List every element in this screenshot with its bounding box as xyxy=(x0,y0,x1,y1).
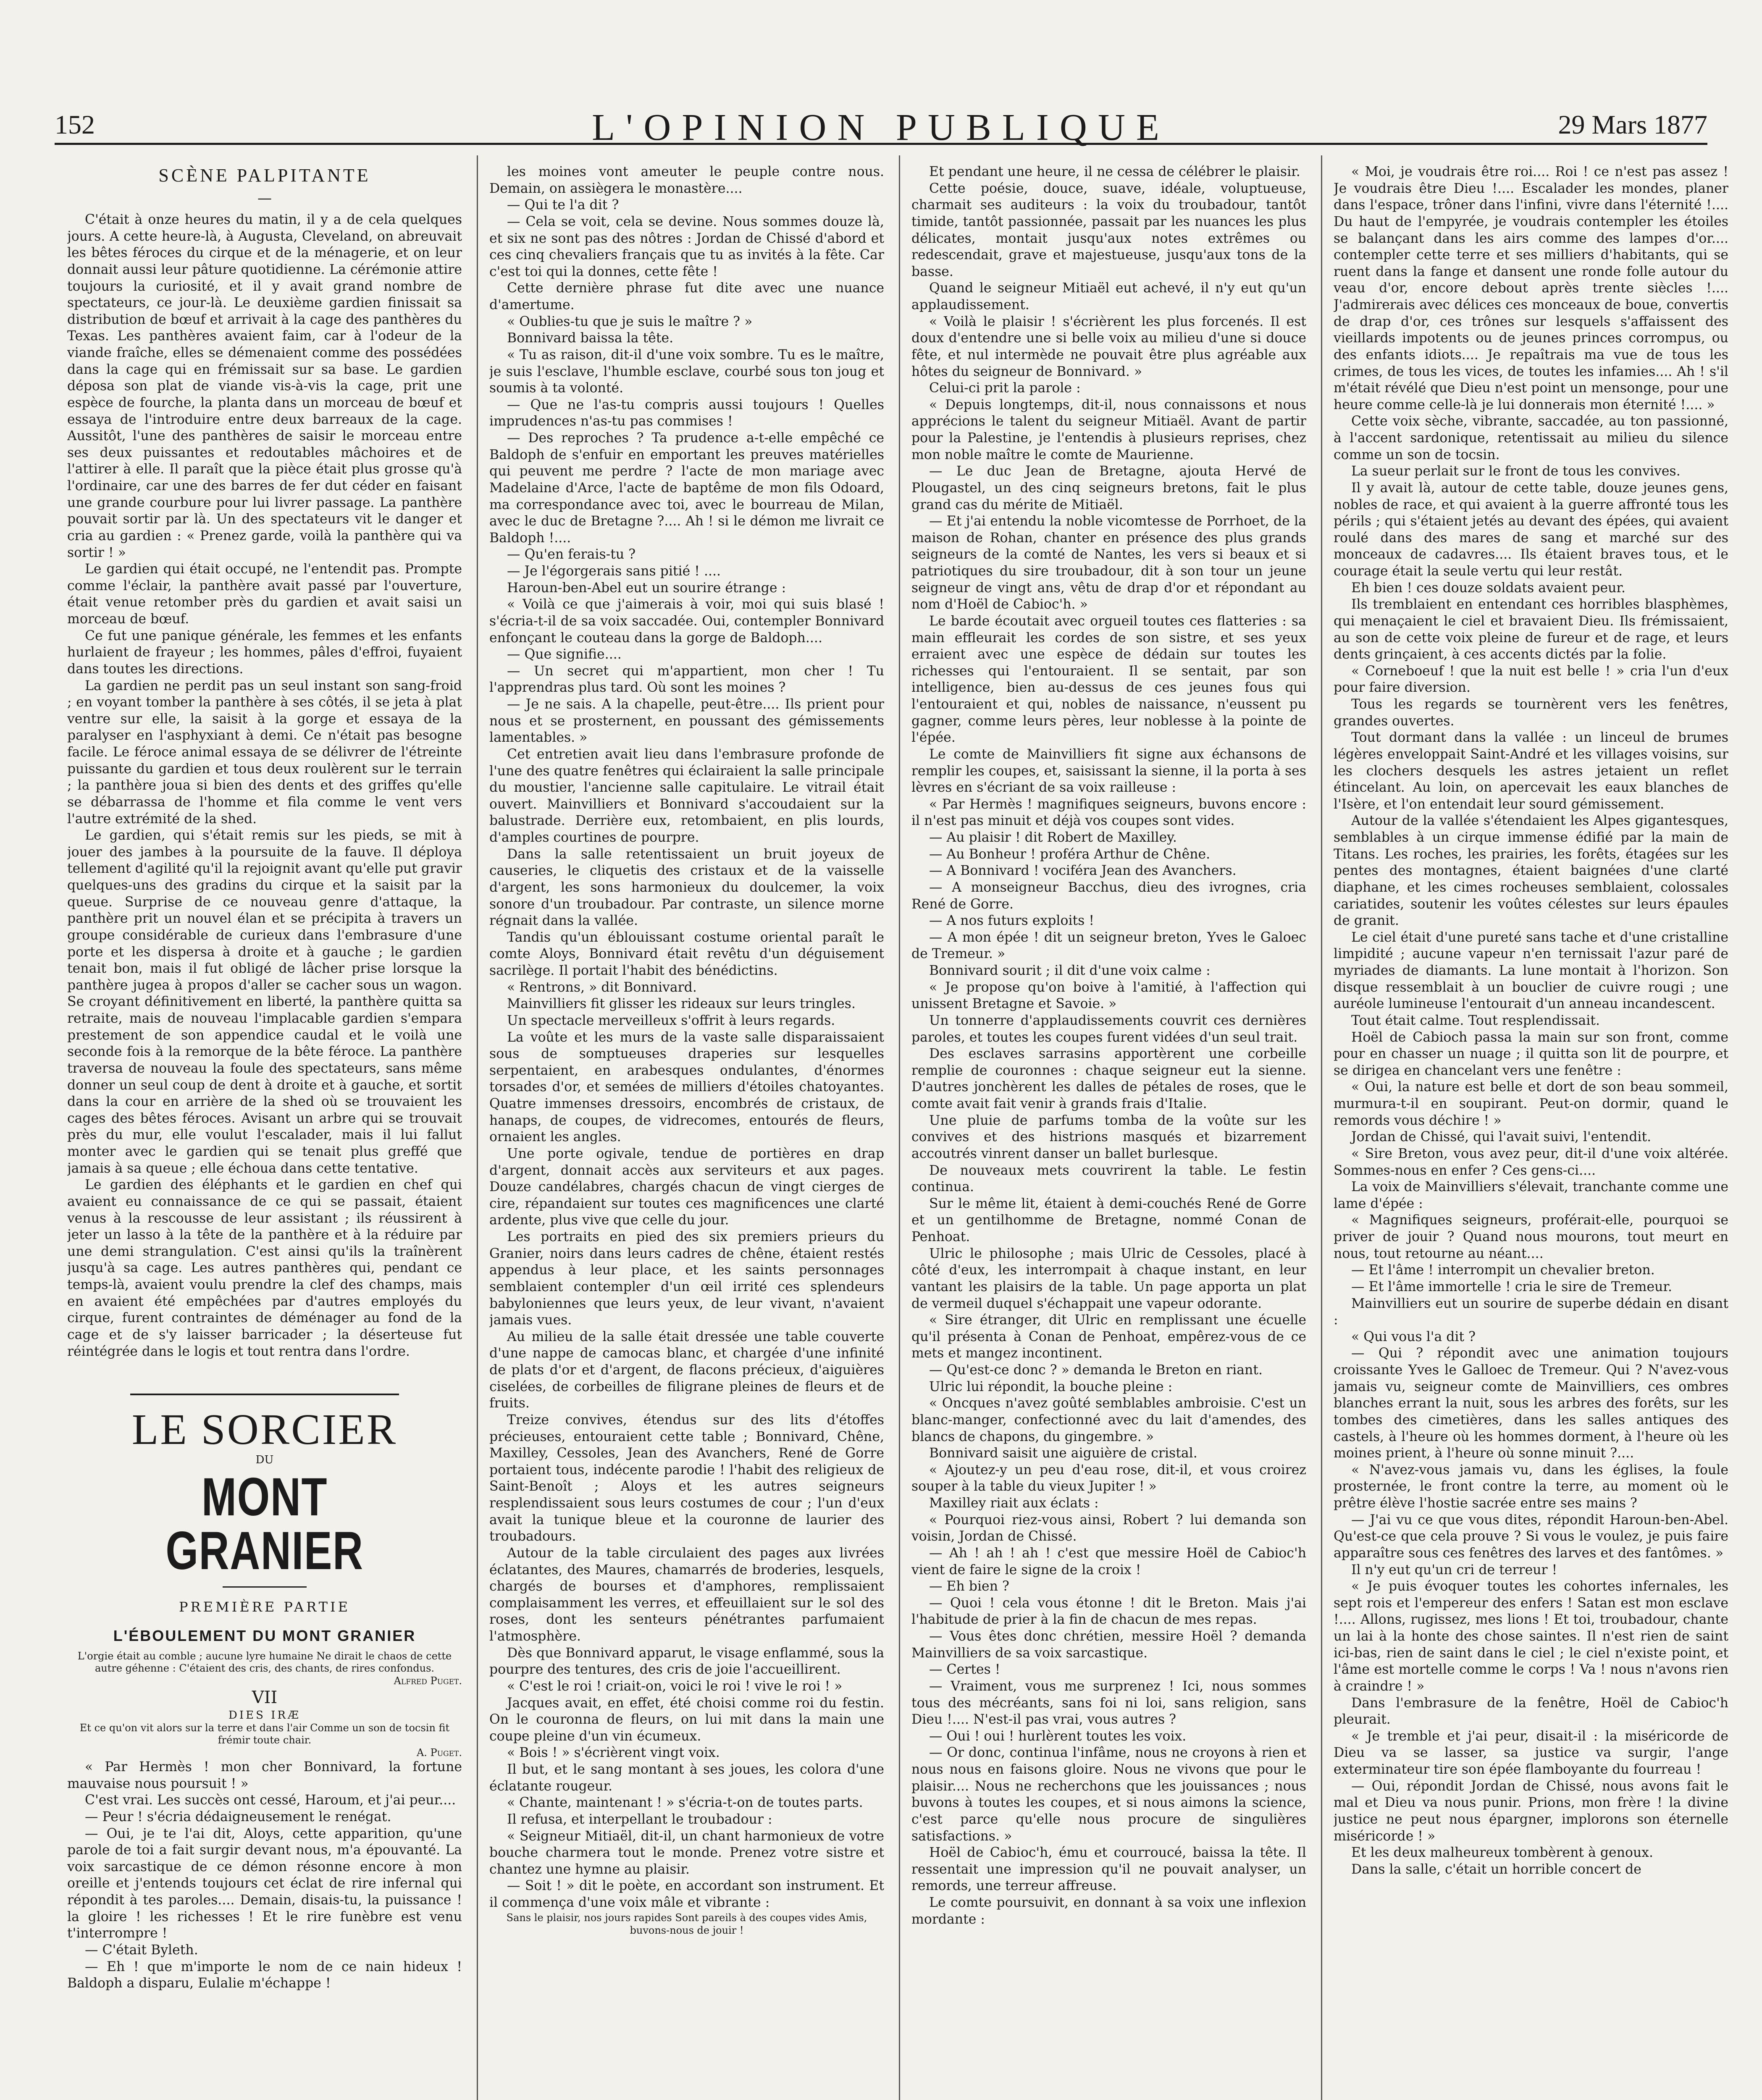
paragraph: — Qui ? répondit avec une animation toujours croissante Yves le Galloec de Tremeur. Qui ? N'avez-vous jamais vu, seigneur comte de Mainvilliers, ces ombres blanches errant la nuit, sous les arbres des forêts, sur les tombes des cimetières, dans les salles antiques des castels, à l'heure où les hommes dorment, à l'heure où les moines prient, à l'heure où sonne minuit ?.... xyxy=(1334,1346,1728,1461)
paragraph: — Au Bonheur ! proféra Arthur de Chêne. xyxy=(929,846,1211,862)
paragraph: — Oui ! oui ! hurlèrent toutes les voix. xyxy=(929,1728,1187,1744)
paragraph: Il y avait là, autour de cette table, douze jeunes gens, nobles de race, et qui avaient à la guerre affronté tous les périls ; qui s'étaient jetés au devant des épées, qui avaient roulé dans des mares de sang et marché sur des monceaux de cadavres.... Ils étaient braves tous, et le courage était la seule vertu qui leur restât. xyxy=(1334,480,1728,579)
column-2 xyxy=(489,164,884,2100)
paragraph: — A mon épée ! dit un seigneur breton, Yves le Galoec de Tremeur. » xyxy=(911,929,1306,962)
paragraph: — Oui, je te l'ai dit, Aloys, cette apparition, qu'une parole de toi a fait surgir devant nous, m'a épouvanté. La voix sarcastique de ce démon résonne encore à mon oreille et j'entends toujours cet éclat de rire infernal qui répondit à tes paroles.... Demain, disais-tu, la puissance ! la gloire ! les richesses ! Et le rire funèbre est venu t'interrompre ! xyxy=(67,1826,462,1941)
paragraph: Quand le seigneur Mitiaël eut achevé, il n'y eut qu'un applaudissement. xyxy=(911,281,1306,312)
paragraph: « Qui vous l'a dit ? xyxy=(1351,1329,1476,1344)
paragraph: Le ciel était d'une pureté sans tache et d'une cristalline limpidité ; aucune vapeur n'en ternissait l'azur paré de myriades de diamants. La lune montait à l'horizon. Son disque ressemblait à un bouclier de cuivre rougi ; une auréole lumineuse l'entourait d'un anneau incandescent. xyxy=(1334,929,1728,1012)
paragraph: De nouveaux mets couvrirent la table. Le festin continua. xyxy=(911,1163,1306,1195)
serial-body xyxy=(489,164,884,1911)
paragraph: Cette voix sèche, vibrante, saccadée, au ton passionné, à l'accent sardonique, retentissait au milieu du silence comme un son de tocsin. xyxy=(1334,414,1728,462)
paragraph: C'est vrai. Les succès ont cessé, Haroum, et j'ai peur.... xyxy=(85,1793,456,1808)
paragraph: « Magnifiques seigneurs, proférait-elle, pourquoi se priver de jouir ? Quand nous mourons, tout meurt en nous, tout retourne au néant.... xyxy=(1334,1213,1728,1261)
paragraph: — A monseigneur Bacchus, dieu des ivrognes, cria René de Gorre. xyxy=(911,879,1306,912)
paragraph: Dans l'embrasure de la fenêtre, Hoël de Cabioc'h pleurait. xyxy=(1334,1695,1728,1727)
paragraph: Et pendant une heure, il ne cessa de célébrer le plaisir. xyxy=(929,164,1300,179)
serial-title-line-1: LE SORCIER xyxy=(131,1405,398,1454)
paragraph: Eh bien ! ces douze soldats avaient peur. xyxy=(1351,580,1625,596)
paragraph: — Soit ! » dit le poète, en accordant son instrument. Et il commença d'une voix mâle et vibrante : xyxy=(489,1878,884,1910)
paragraph: Celui-ci prit la parole : xyxy=(929,381,1081,396)
paragraph: Le gardien des éléphants et le gardien en chef qui avaient eu connaissance de ce qui se passait, étaient venus à la rescousse de leur assistant ; ils réussirent à jeter un lasso à la tête de la panthère et à la réduire par une demi strangulation. C'est ainsi qu'ils la traînèrent jusqu'à sa cage. Les autres panthères qui, pendant ce temps-là, avaient voulu prendre la clef des champs, mais en avaient été empêchées par d'autres employés du cirque, furent contraintes de déménager au fond de la cage et de s'y laisser barricader ; la déserteuse fut réintégrée dans le logis et tout rentra dans l'ordre. xyxy=(67,1177,462,1359)
article-body xyxy=(67,212,462,1360)
header-rule xyxy=(55,143,1707,145)
chapter-number: VII xyxy=(252,1688,278,1708)
paragraph: — J'ai vu ce que vous dites, répondit Haroun-ben-Abel. Qu'est-ce que cela prouve ? Si vous le voulez, je puis faire apparaître sous ces fenêtres des larves et des fantômes. » xyxy=(1334,1512,1728,1561)
paragraph: La gardien ne perdit pas un seul instant son sang-froid ; en voyant tomber la panthère à ses côtés, il se jeta à plat ventre sur elle, la saisit à la gorge et essaya de la paralyser en l'asphyxiant à demi. Ce n'était pas besogne facile. Le féroce animal essaya de se délivrer de l'étreinte puissante du gardien et tous deux roulèrent sur le terrain ; la panthère joua si bien des dents et des griffes qu'elle se débarrassa de l'homme et fila comme le vent vers l'autre extrémité de la shed. xyxy=(67,678,462,827)
paragraph: Tous les regards se tournèrent vers les fenêtres, grandes ouvertes. xyxy=(1334,697,1728,729)
paragraph: — C'était Byleth. xyxy=(85,1942,198,1958)
serial-subrule xyxy=(223,1586,307,1588)
paragraph: « Rentrons, » dit Bonnivard. xyxy=(507,979,697,995)
paragraph: « Voilà ce que j'aimerais à voir, moi qui suis blasé ! s'écria-t-il de sa voix saccadée. Oui, contempler Bonnivard enfonçant le couteau dans la gorge de Baldoph.... xyxy=(489,597,884,646)
serial-body xyxy=(1334,164,1728,1878)
paragraph: Cette poésie, douce, suave, idéale, voluptueuse, charmait ses auditeurs : la voix du troubadour, tantôt timide, tantôt passionnée, passait par les nuances les plus délicates, montait jusqu'aux notes extrêmes ou redescendait, grave et majestueuse, jusqu'aux tons de la basse. xyxy=(911,181,1306,279)
paragraph: — Que ne l'as-tu compris aussi toujours ! Quelles imprudences n'as-tu pas commises ! xyxy=(489,397,884,429)
paragraph: les moines vont ameuter le peuple contre nous. Demain, on assiègera le monastère.... xyxy=(489,164,884,196)
paragraph: Et les deux malheureux tombèrent à genoux. xyxy=(1351,1845,1654,1861)
paragraph: Le barde écoutait avec orgueil toutes ces flatteries : sa main effleurait les cordes de son sistre, et ses yeux erraient avec une espèce de dédain sur toutes les richesses qui l'entouraient. Il se sentait, par son intelligence, bien au-dessus de ces jeunes fous qui l'entouraient et qui, nobles de naissance, n'eussent pu gagner, comme leurs pères, leur noblesse à la pointe de l'épée. xyxy=(911,613,1306,746)
title-dash: — xyxy=(257,190,272,207)
paragraph: — Je l'égorgerais sans pitié ! .... xyxy=(507,564,721,579)
paragraph: « N'avez-vous jamais vu, dans les églises, la foule prosternée, le front contre la terre, au moment où le prêtre élève l'hostie sacrée entre ses mains ? xyxy=(1334,1462,1728,1511)
paragraph: — Quoi ! cela vous étonne ! dit le Breton. Mais j'ai l'habitude de prier à la fin de chacun de mes repas. xyxy=(911,1595,1306,1628)
song-verse: Sans le plaisir, nos jours rapides Sont pareils à des coupes vides Amis, buvons-nous de jouir ! xyxy=(506,1911,867,1936)
paragraph: « Je propose qu'on boive à l'amitié, à l'affection qui unissent Bretagne et Savoie. » xyxy=(911,979,1306,1012)
paragraph: « Tu as raison, dit-il d'une voix sombre. Tu es le maître, je suis l'esclave, l'humble esclave, courbé sous ton joug et soumis à ta volonté. xyxy=(489,347,884,396)
paragraph: Cette dernière phrase fut dite avec une nuance d'amertume. xyxy=(489,281,884,312)
masthead-title: L'OPINION PUBLIQUE xyxy=(592,107,1170,148)
article-title: SCÈNE PALPITANTE xyxy=(158,165,371,186)
paragraph: — Au plaisir ! dit Robert de Maxilley. xyxy=(929,830,1177,845)
paragraph: Cet entretien avait lieu dans l'embrasure profonde de l'une des quatre fenêtres qui éclairaient la salle principale du moustier, l'ancienne salle capitulaire. Le vitrail était ouvert. Mainvilliers et Bonnivard s'accoudaient sur la balustrade. Derrière eux, retombaient, en plis lourds, d'amples courtines de pourpre. xyxy=(489,746,884,845)
paragraph: « Seigneur Mitiaël, dit-il, un chant harmonieux de votre bouche charmera tout le monde. Prenez votre sistre et chantez une hymne au plaisir. xyxy=(489,1828,884,1877)
paragraph: Ulric lui répondit, la bouche pleine : xyxy=(929,1379,1173,1394)
paragraph: — Le duc Jean de Bretagne, ajouta Hervé de Plougastel, un des cinq seigneurs bretons, fait le plus grand cas du mérite de Mitiaël. xyxy=(911,464,1306,512)
paragraph: « Corneboeuf ! que la nuit est belle ! » cria l'un d'eux pour faire diversion. xyxy=(1334,663,1728,696)
column-3 xyxy=(911,164,1306,2100)
paragraph: « Moi, je voudrais être roi.... Roi ! ce n'est pas assez ! Je voudrais être Dieu !.... Escalader les mondes, planer dans l'espace, trôner dans l'infini, vivre dans l'éternité !.... Du haut de l'empyrée, je voudrais contempler les étoiles se balançant dans les airs comme des lampes d'or.... contempler cette terre et ses milliers d'habitants, qui se ruent dans la fange et dansent une ronde folle autour du veau d'or, encore debout après trente siècles !.... J'admirerais avec délices ces monceaux de boue, convertis de drap d'or, ces trônes sur lesquels s'affaissent des vieillards impotents ou de jeunes princes corrompus, ou des enfants idiots.... Je repaîtrais ma vue de tous les crimes, de tous les vices, de toutes les infamies.... Ah ! s'il m'était révélé que Dieu n'est point un mensonge, pour une heure comme celle-là je lui donnerais mon éternité !.... » xyxy=(1334,164,1728,412)
paragraph: — Eh ! que m'importe le nom de ce nain hideux ! Baldoph a disparu, Eulalie m'échappe ! xyxy=(67,1959,462,1991)
paragraph: Le gardien qui était occupé, ne l'entendit pas. Prompte comme l'éclair, la panthère avait passé par l'ouverture, était venue retomber près du gardien et avait saisi un morceau de bœuf. xyxy=(67,562,462,627)
epigraph-attribution: A. Puget. xyxy=(416,1746,462,1759)
paragraph: Tout était calme. Tout resplendissait. xyxy=(1351,1013,1600,1028)
paragraph: Il refusa, et interpellant le troubadour : xyxy=(507,1811,772,1827)
paragraph: La voix de Mainvilliers s'élevait, tranchante comme une lame d'épée : xyxy=(1334,1179,1728,1211)
paragraph: — Je ne sais. A la chapelle, peut-être.... Ils prient pour nous et se prosternent, en poussant des gémissements lamentables. » xyxy=(489,697,884,746)
paragraph: « Sire Breton, vous avez peur, dit-il d'une voix altérée. Sommes-nous en enfer ? Ces gens-ci.... xyxy=(1334,1146,1728,1178)
paragraph: — Eh bien ? xyxy=(929,1579,1009,1594)
paragraph: Hoël de Cabioc'h, ému et courroucé, baissa la tête. Il ressentait une impression qu'il ne pouvait analyser, un remords, une terreur affreuse. xyxy=(911,1845,1306,1894)
paragraph: — A nos futurs exploits ! xyxy=(929,913,1095,929)
column-4 xyxy=(1334,164,1728,2100)
serial-body xyxy=(911,164,1306,1928)
paragraph: Ce fut une panique générale, les femmes et les enfants hurlaient de frayeur ; les hommes, pâles d'effroi, fuyaient dans toutes les directions. xyxy=(67,628,462,677)
paragraph: Dans la salle retentissaient un bruit joyeux de causeries, le cliquetis des cristaux et de la vaisselle d'argent, les sons harmonieux du doulcemer, la voix sonore d'un troubadour. Par contraste, un silence morne régnait dans la vallée. xyxy=(489,846,884,929)
paragraph: — Or donc, continua l'infâme, nous ne croyons à rien et nous nous en faisons gloire. Nous ne vivons que pour le plaisir.... Nous ne recherchons que les jouissances ; nous buvons à toutes les coupes, et si nous aimons la science, c'est parce qu'elle nous procure de singulières satisfactions. » xyxy=(911,1745,1306,1844)
paragraph: Au milieu de la salle était dressée une table couverte d'une nappe de camocas blanc, et chargée d'une infinité de plats d'or et d'argent, de flacons précieux, d'aiguières ciselées, de corbeilles de filigrane pleines de fleurs et de fruits. xyxy=(489,1329,884,1411)
paragraph: « Par Hermès ! magnifiques seigneurs, buvons encore : il n'est pas minuit et déjà vos coupes sont vides. xyxy=(911,796,1306,829)
section-heading: L'ÉBOULEMENT DU MONT GRANIER xyxy=(113,1627,416,1645)
paragraph: « Oncques n'avez goûté semblables ambroisie. C'est un blanc-manger, confectionné avec du lait d'amendes, des blancs de chapons, du gingembre. » xyxy=(911,1396,1306,1444)
paragraph: « C'est le roi ! criait-on, voici le roi ! vive le roi ! » xyxy=(507,1678,843,1694)
paragraph: Le comte de Mainvilliers fit signe aux échansons de remplir les coupes, et, saisissant la sienne, il la porta à ses lèvres en s'écriant de sa voix railleuse : xyxy=(911,746,1306,795)
paragraph: Un spectacle merveilleux s'offrit à leurs regards. xyxy=(507,1013,835,1028)
paragraph: Les portraits en pied des six premiers prieurs du Granier, noirs dans leurs cadres de chêne, étaient restés appendus à leur place, et les saints personnages semblaient contempler d'un œil irrité ces splendeurs babyloniennes que leurs yeux, de leur vivant, n'avaient jamais vues. xyxy=(489,1229,884,1328)
running-head xyxy=(55,109,1707,147)
paragraph: « Depuis longtemps, dit-il, nous connaissons et nous apprécions le talent du seigneur Mitiaël. Avant de partir pour la Palestine, je l'entendis à plusieurs reprises, chez mon noble maître le comte de Maurienne. xyxy=(911,397,1306,462)
paragraph: — Qu'en ferais-tu ? xyxy=(507,547,636,562)
paragraph: Mainvilliers eut un sourire de superbe dédain en disant : xyxy=(1334,1296,1728,1328)
paragraph: — Et l'âme immortelle ! cria le sire de Tremeur. xyxy=(1351,1279,1673,1294)
paragraph: Il but, et le sang montant à ses joues, les colora d'une éclatante rougeur. xyxy=(489,1762,884,1794)
column-rule xyxy=(1321,155,1322,2100)
paragraph: — Que signifie.... xyxy=(507,647,622,662)
paragraph: Autour de la vallée s'étendaient les Alpes gigantesques, semblables à un cirque immense édifié par la main de Titans. Les roches, les prairies, les forêts, étagées sur les pentes des montagnes, étaient baignées d'une clarté diaphane, et les cimes rocheuses semblaient, colossales cariatides, soutenir les voûtes célestes sur leurs épaules de granit. xyxy=(1334,813,1728,929)
paragraph: « Je tremble et j'ai peur, disait-il : la miséricorde de Dieu va se lasser, sa justice va surgir, l'ange exterminateur tire son épée flamboyante du fourreau ! xyxy=(1334,1728,1728,1777)
paragraph: — Cela se voit, cela se devine. Nous sommes douze là, et six ne sont pas des nôtres : Jordan de Chissé d'abord et ces cinq chevaliers français que tu as invités à la fête. Car c'est toi qui la donnes, cette fête ! xyxy=(489,214,884,279)
paragraph: Le comte poursuivit, en donnant à sa voix une inflexion mordante : xyxy=(911,1895,1306,1927)
column-rule xyxy=(899,155,900,2100)
paragraph: La sueur perlait sur le front de tous les convives. xyxy=(1351,464,1681,479)
paragraph: — A Bonnivard ! vociféra Jean des Avanchers. xyxy=(929,863,1237,879)
serial-title-line-2: MONT GRANIER xyxy=(165,1467,364,1581)
page-number: 152 xyxy=(55,110,95,139)
paragraph: Mainvilliers fit glisser les rideaux sur leurs tringles. xyxy=(507,996,856,1012)
paragraph: Tout dormant dans la vallée : un linceul de brumes légères enveloppait Saint-André et les villages voisins, sur les clochers desquels les astres jetaient un reflet étincelant. Au loin, on apercevait les eaux blanches de l'Isère, et l'on entendait leur sourd gémissement. xyxy=(1334,730,1728,812)
paragraph: Il n'y eut qu'un cri de terreur ! xyxy=(1351,1562,1557,1578)
paragraph: Treize convives, étendus sur des lits d'étoffes précieuses, entouraient cette table ; Bonnivard, Chêne, Maxilley, Cessoles, Jean des Avanchers, René de Gorre portaient tous, indécente parodie ! l'habit des religieux de Saint-Benoît ; Aloys et les autres seigneurs resplendissaient sous leurs costumes de cour ; l'un d'eux avait la tunique bleue et la couronne de laurier des troubadours. xyxy=(489,1412,884,1544)
paragraph: Des esclaves sarrasins apportèrent une corbeille remplie de couronnes : chaque seigneur eut la sienne. D'autres jonchèrent les dalles de pétales de roses, que le comte avait fait venir à grands frais d'Italie. xyxy=(911,1046,1306,1111)
paragraph: Hoël de Cabioch passa la main sur son front, comme pour en chasser un nuage ; il quitta son lit de pourpre, et se dirigea en chancelant vers une fenêtre : xyxy=(1334,1029,1728,1078)
paragraph: Jordan de Chissé, qui l'avait suivi, l'entendit. xyxy=(1351,1129,1652,1145)
paragraph: — Et j'ai entendu la noble vicomtesse de Porrhoet, de la maison de Rohan, chanter en présence des plus grands seigneurs de la comté de Nantes, les vers si beaux et si patriotiques du sire troubadour, dit à son tour un jeune seigneur de vingt ans, vêtu de drap d'or et répondant au nom d'Hoël de Cabioc'h. » xyxy=(911,514,1306,612)
paragraph: — Qui te l'a dit ? xyxy=(507,197,619,213)
paragraph: Ils tremblaient en entendant ces horribles blasphèmes, qui menaçaient le ciel et bravaient Dieu. Ils frémissaient, au son de cette voix pleine de fureur et de rage, et leurs dents grinçaient, à ces accents dictés par la folie. xyxy=(1334,597,1728,662)
paragraph: — Certes ! xyxy=(929,1662,1000,1677)
paragraph: Maxilley riait aux éclats : xyxy=(929,1496,1099,1511)
paragraph: « Voilà le plaisir ! s'écrièrent les plus forcenés. Il est doux d'entendre une si belle voix au milieu d'une si douce fête, et nul intermède ne pouvait être plus agréable aux hôtes du seigneur de Bonnivard. » xyxy=(911,314,1306,379)
paragraph: « Je puis évoquer toutes les cohortes infernales, les sept rois et l'empereur des enfers ! Satan est mon esclave !.... Allons, rugissez, mes lions ! Et toi, troubadour, chante un lai à la honte des chose saintes. Il n'est rien de saint ici-bas, rien de saint dans le ciel ; le ciel n'existe point, et l'âme est mortelle comme le corps ! Va ! nous n'avons rien à craindre ! » xyxy=(1334,1579,1728,1694)
paragraph: « Sire étranger, dit Ulric en remplissant une écuelle qu'il présenta à Conan de Penhoat, empêrez-vous de ce mets et mangez incontinent. xyxy=(911,1312,1306,1361)
paragraph: — Vous êtes donc chrétien, messire Hoël ? demanda Mainvilliers de sa voix sarcastique. xyxy=(911,1629,1306,1661)
paragraph: Bonnivard baissa la tête. xyxy=(507,331,674,346)
column-rule xyxy=(477,155,478,2100)
paragraph: Un tonnerre d'applaudissements couvrit ces dernières paroles, et toutes les coupes furent vidées d'un seul trait. xyxy=(911,1013,1306,1045)
paragraph: Haroun-ben-Abel eut un sourire étrange : xyxy=(507,580,786,596)
paragraph: — Des reproches ? Ta prudence a-t-elle empêché ce Baldoph de s'enfuir en emportant les preuves matérielles qui peuvent me perdre ? l'acte de mon mariage avec Madelaine d'Arce, l'acte de baptême de mon fils Odoard, ma correspondance avec toi, avec le bourreau de Milan, avec le duc de Bretagne ?.... Ah ! si le démon me livrait ce Baldoph !.... xyxy=(489,430,884,546)
paragraph: — Peur ! s'écria dédaigneusement le renégat. xyxy=(85,1809,391,1824)
epigraph: Et ce qu'on vit alors sur la terre et dans l'air Comme un son de tocsin fit frémir toute chair. xyxy=(79,1722,450,1746)
paragraph: « Par Hermès ! mon cher Bonnivard, la fortune mauvaise nous poursuit ! » xyxy=(67,1759,462,1791)
epigraph: L'orgie était au comble ; aucune lyre humaine Ne dirait le chaos de cette autre géhenne : C'étaient des cris, des chants, de rires confondus. xyxy=(77,1650,452,1675)
paragraph: Jacques avait, en effet, été choisi comme roi du festin. On le couronna de fleurs, on lui mit dans la main une coupe pleine d'un vin écumeux. xyxy=(489,1695,884,1744)
paragraph: Le gardien, qui s'était remis sur les pieds, se mit à jouer des jambes à la poursuite de la fauve. Il déploya tellement d'agilité qu'il la rejoignit avant qu'elle put gravir quelques-uns des gradins du cirque et la saisit par la queue. Surprise de ce nouveau genre d'attaque, la panthère prit un nouvel élan et se précipita à travers un groupe considérable de curieux dans l'embrasure d'une porte et les dispersa à droite et à gauche ; le gardien tenait bon, mais il fut obligé de lâcher prise lorsque la panthère jugea à propos d'aller se cacher sous un wagon. Se croyant définitivement en liberté, la panthère quitta sa retraite, mais de nouveau l'implacable gardien s'empara prestement de son appendice caudal et le voilà une seconde fois à la remorque de la bête féroce. La panthère traversa de nouveau la foule des spectateurs, sans même donner un seul coup de dent à droite et à gauche, et sortit dans la cour en arrière de la shed où se trouvaient les cages des bêtes féroces. Avisant un arbre qui se trouvait près du mur, elle voulut l'escalader, mais il lui fallut monter avec le gardien qui se tenait plus greffé que jamais à sa queue ; elle échoua dans cette tentative. xyxy=(67,828,462,1176)
paragraph: Une porte ogivale, tendue de portières en drap d'argent, donnait accès aux serviteurs et aux pages. Douze candélabres, chargés chacun de vingt cierges de cire, répandaient sur toutes ces magnificences une clarté ardente, plus vive que celle du jour. xyxy=(489,1146,884,1228)
paragraph: — Oui, répondit Jordan de Chissé, nous avons fait le mal et Dieu va nous punir. Prions, mon frère ! la divine justice ne peut nous épargner, implorons son éternelle miséricorde ! » xyxy=(1334,1778,1728,1844)
paragraph: Une pluie de parfums tomba de la voûte sur les convives et des histrions masqués et bizarrement accoutrés vinrent danser un ballet burlesque. xyxy=(911,1113,1306,1161)
part-heading: PREMIÈRE PARTIE xyxy=(179,1599,350,1615)
paragraph: Bonnivard saisit une aiguière de cristal. xyxy=(929,1446,1197,1461)
paragraph: — Qu'est-ce donc ? » demanda le Breton en riant. xyxy=(929,1362,1263,1378)
paragraph: Tandis qu'un éblouissant costume oriental paraît le comte Aloys, Bonnivard était revêtu d'un déguisement sacrilège. Il portait l'habit des bénédictins. xyxy=(489,929,884,978)
paragraph: « Bois ! » s'écrièrent vingt voix. xyxy=(507,1745,720,1761)
paragraph: Ulric le philosophe ; mais Ulric de Cessoles, placé à côté d'eux, les interrompait à chaque instant, en leur vantant les plaisirs de la table. Un page apporta un plat de vermeil duquel s'échappait une vapeur odorante. xyxy=(911,1246,1306,1311)
paragraph: Bonnivard sourit ; il dit d'une voix calme : xyxy=(929,963,1211,978)
paragraph: Dès que Bonnivard apparut, le visage enflammé, sous la pourpre des tentures, des cris de joie l'accueillirent. xyxy=(489,1645,884,1677)
serial-title-du: DU xyxy=(255,1454,274,1467)
paragraph: C'était à onze heures du matin, il y a de cela quelques jours. A cette heure-là, à Augusta, Cleveland, on abreuvait les bêtes féroces du cirque et de la ménagerie, et on leur donnait aussi leur pâture quotidienne. La cérémonie attire toujours la curiosité, et il y avait grand nombre de spectateurs, ce jour-là. Le deuxième gardien finissait sa distribution de bœuf et arrivait à la cage des panthères du Texas. Les panthères avaient faim, car à l'odeur de la viande fraîche, elles se démenaient comme des possédées dans la cage qui en frémissait sur sa base. Le gardien déposa son plat de viande vis-à-vis la cage, prit une espèce de fourche, la planta dans un morceau de bœuf et essaya de l'introduire entre deux barreaux de la cage. Aussitôt, l'une des panthères de saisir le morceau entre ses deux puissantes et redoutables mâchoires et de l'attirer à elle. Il paraît que la pièce était plus grosse qu'à l'ordinaire, car une des barres de fer dut céder en faisant une grande courbure pour lui livrer passage. La panthère pouvait sortir par là. Un des spectateurs vit le danger et cria au gardien : « Prenez garde, voilà la panthère qui va sortir ! » xyxy=(67,212,462,560)
paragraph: La voûte et les murs de la vaste salle disparaissaient sous de somptueuses draperies sur lesquelles serpentaient, en arabesques ondulantes, d'énormes torsades d'or, et semées de milliers d'étoiles chatoyantes. Quatre immenses dressoirs, encombrés de cristaux, de hanaps, de coupes, de vidrecomes, entourés de fleurs, ornaient les angles. xyxy=(489,1029,884,1145)
serial-divider xyxy=(130,1394,399,1395)
column-1 xyxy=(67,164,462,2100)
epigraph-attribution: Alfred Puget. xyxy=(394,1675,462,1687)
paragraph: « Ajoutez-y un peu d'eau rose, dit-il, et vous croirez souper à la table du vieux Jupiter ! » xyxy=(911,1462,1306,1494)
paragraph: — Un secret qui m'appartient, mon cher ! Tu l'apprendras plus tard. Où sont les moines ? xyxy=(489,663,884,696)
paragraph: « Oui, la nature est belle et dort de son beau sommeil, murmura-t-il en soupirant. Peut-on dormir, quand le remords vous déchire ! » xyxy=(1334,1079,1728,1128)
paragraph: « Chante, maintenant ! » s'écria-t-on de toutes parts. xyxy=(507,1795,863,1811)
paragraph: « Oublies-tu que je suis le maître ? » xyxy=(507,314,753,329)
paragraph: — Et l'âme ! interrompit un chevalier breton. xyxy=(1351,1263,1655,1278)
paragraph: — Vraiment, vous me surprenez ! Ici, nous sommes tous des mécréants, sans foi ni loi, sans religion, sans Dieu !.... N'est-il pas vrai, vous autres ? xyxy=(911,1678,1306,1727)
issue-date: 29 Mars 1877 xyxy=(1558,110,1707,139)
paragraph: — Ah ! ah ! ah ! c'est que messire Hoël de Cabioc'h vient de faire le signe de la croix ! xyxy=(911,1545,1306,1578)
paragraph: Dans la salle, c'était un horrible concert de xyxy=(1351,1861,1641,1877)
serial-body xyxy=(67,1759,462,1992)
paragraph: Autour de la table circulaient des pages aux livrées éclatantes, des Maures, chamarrés de broderies, lesquels, chargés de bourses et d'amphores, remplissaient complaisamment les verres, et effeuillaient sur le sol des roses, dont les senteurs pénétrantes parfumaient l'atmosphère. xyxy=(489,1545,884,1644)
paragraph: « Pourquoi riez-vous ainsi, Robert ? lui demanda son voisin, Jordan de Chissé. xyxy=(911,1512,1306,1544)
chapter-title: DIES IRÆ xyxy=(228,1709,301,1722)
paragraph: Sur le même lit, étaient à demi-couchés René de Gorre et un gentilhomme de Bretagne, nommé Conan de Penhoat. xyxy=(911,1196,1306,1244)
